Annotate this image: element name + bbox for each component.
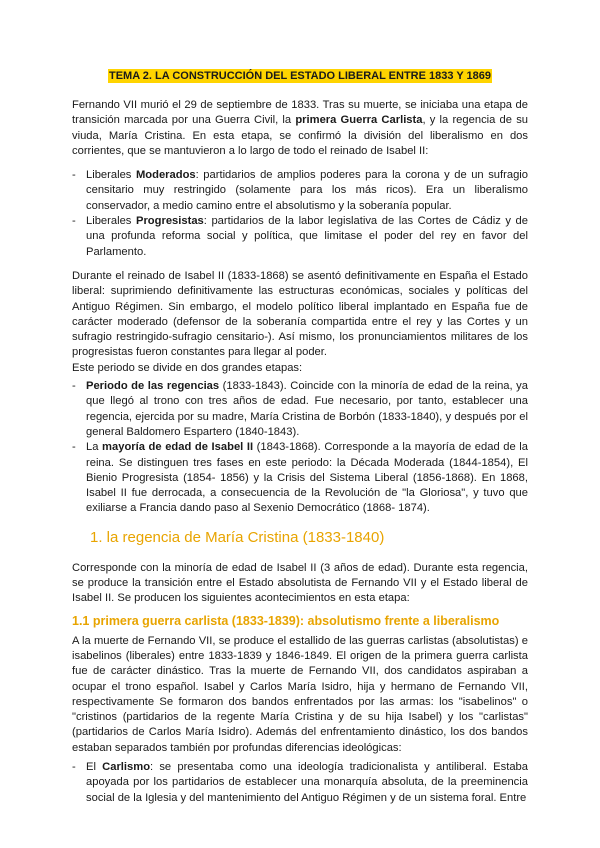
section-1-heading: 1. la regencia de María Cristina (1833-1840) bbox=[90, 528, 385, 546]
list-item-carlismo: - El Carlismo: se presentaba como una ideología tradicionalista y antiliberal. Estaba apoyada por los partidarios de establecer una monarquía absoluta, de la preeminencia social de la Iglesia y del mantenimiento del Antiguo Régimen y de un sistema foral. Entre bbox=[72, 760, 528, 806]
intro-text-1: Fernando VII murió el 29 de septiembre de 1833. Tras su muerte, se iniciaba una etapa de transición marcada por una Guerra Civil, la bbox=[72, 99, 528, 127]
list-item-moderados: - Liberales Moderados: partidarios de amplios poderes para la corona y de un sufragio censitario muy restringido (solamente para los más ricos). Era un liberalismo conservador, a medio camino entre el absolutismo y la soberanía popular. bbox=[72, 168, 528, 214]
document-body bbox=[72, 98, 528, 806]
list-item-progresistas: - Liberales Progresistas: partidarios de la labor legislativa de las Cortes de Cádiz y de una profunda reforma social y política, que limitase el poder del rey en favor del Parlamento. bbox=[72, 214, 528, 260]
section-1-paragraph: Corresponde con la minoría de edad de Isabel II (3 años de edad). Durante esta regencia, se produce la transición entre el Estado absolutista de Fernando VII y el Estado liberal de Isabel II. Se producen los siguientes acontecimientos en esta etapa: bbox=[72, 561, 528, 605]
list-item-regencias: - Periodo de las regencias (1833-1843). Coincide con la minoría de edad de la reina, ya que llegó al trono con tres años de edad. Fue necesario, por tanto, establecer una regencia, ejercida por su madre, María Cristina de Borbón (1833-1840), y después por el general Baldomero Espartero (1840-1843). bbox=[72, 379, 528, 440]
reign-paragraph: Durante el reinado de Isabel II (1833-1868) se asentó definitivamente en España el Estado liberal: suprimiendo definitivamente las estructuras económicas, sociales y políticas del Antiguo Régimen. Sin embargo, el modelo político liberal implantado en España fue de carácter moderado (defensor de la soberanía compartida entre el rey y las Cortes y un sufragio restringido-sufragio censitario-). Así mismo, los pronunciamientos militares de los progresistas fueron constantes para llegar al poder. bbox=[72, 269, 528, 359]
ideologies-list bbox=[72, 760, 528, 806]
document-title bbox=[0, 70, 600, 82]
stages-intro: Este periodo se divide en dos grandes etapas: bbox=[72, 361, 303, 374]
title-highlight: TEMA 2. LA CONSTRUCCIÓN DEL ESTADO LIBERAL ENTRE 1833 Y 1869 bbox=[108, 70, 492, 82]
section-1-1-heading: 1.1 primera guerra carlista (1833-1839): absolutismo frente a liberalismo bbox=[72, 613, 500, 628]
war-paragraph: A la muerte de Fernando VII, se produce el estallido de las guerras carlistas (absolutistas) e isabelinos (liberales) entre 1833-1839 y 1846-1849. El origen de la primera guerra carlista fue de carácter dinástico. Tras la muerte de Fernando VII, dos candidatos aspiraban a ocupar el trono español. Isabel y Carlos María Isidro, hija y hermano de Fernando VII, respectivamente Se formaron dos bandos enfrentados por las armas: los "isabelinos" o "cristinos (partidarios de la regente María Cristina y de su hija Isabel) y los "carlistas" (partidarios de Carlos María Isidro). Además del enfrentamiento dinástico, los dos bandos estaban separados también por profundas diferencias ideológicas: bbox=[72, 634, 528, 754]
list-item-mayoria-edad: - La mayoría de edad de Isabel II (1843-1868). Corresponde a la mayoría de edad de la reina. Se distinguen tres fases en este periodo: la Década Moderada (1844-1854), El Bienio Progresista (1854- 1856) y la Crisis del Sistema Liberal (1856-1868). En 1868, Isabel II fue derrocada, a consecuencia de la Revolución de "la Gloriosa", y tuvo que exiliarse a Francia dando paso al Sexenio Democrático (1868- 1874). bbox=[72, 440, 528, 516]
intro-bold-war: primera Guerra Carlista bbox=[295, 114, 423, 127]
liberal-currents-list bbox=[72, 168, 528, 260]
intro-paragraph bbox=[72, 98, 528, 159]
intro-text-2: , y la regencia de su viuda, María Cristina. En esta etapa, se confirmó la división del liberalismo en dos corrientes, que se mantuvieron a lo largo de todo el reinado de Isabel II: bbox=[72, 114, 529, 157]
stages-list bbox=[72, 379, 528, 517]
